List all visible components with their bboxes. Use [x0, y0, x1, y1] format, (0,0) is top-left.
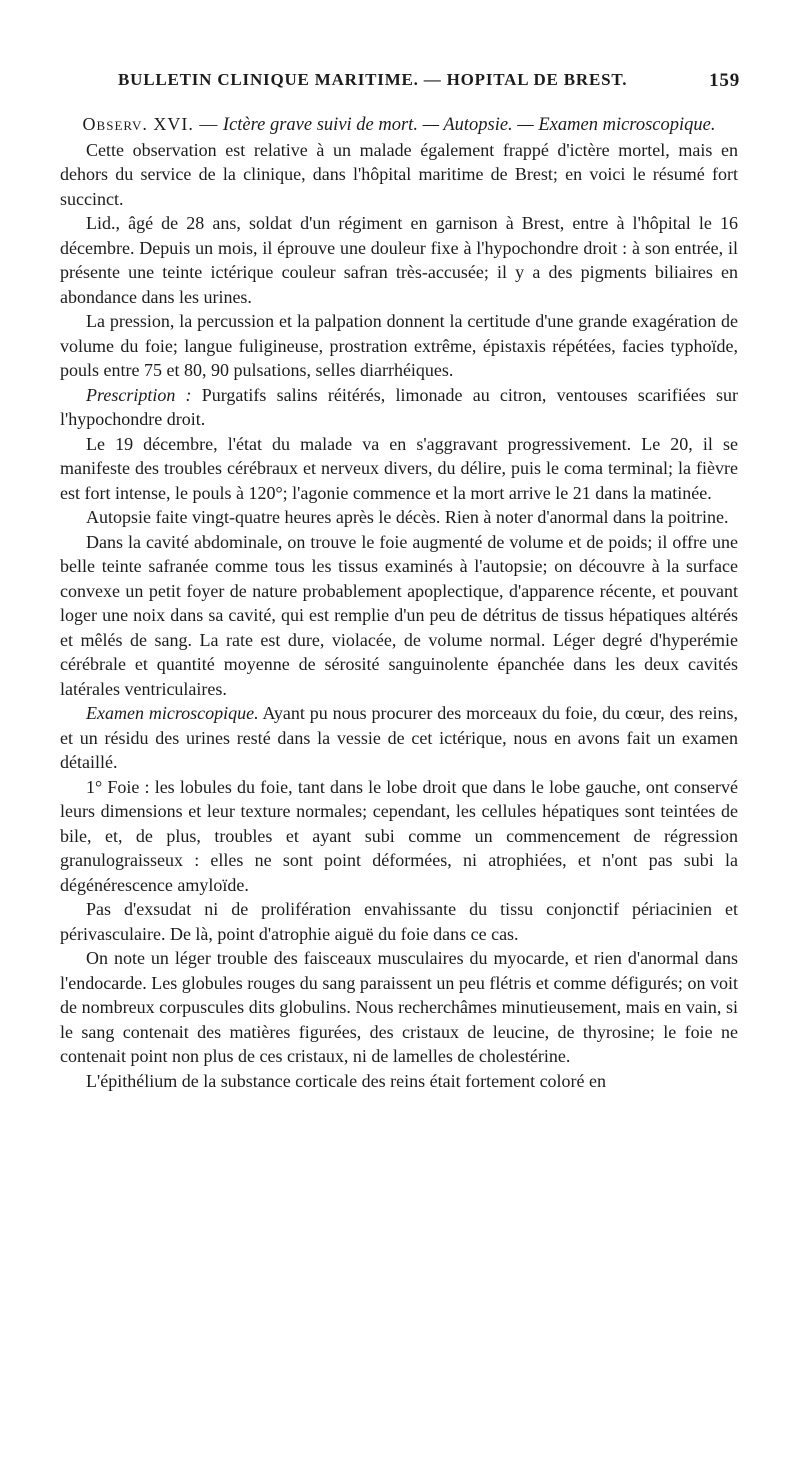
paragraph	[60, 383, 738, 432]
running-header	[118, 64, 740, 92]
paragraph-text: Le 19 décembre, l'état du malade va en s'aggravant progressivement. Le 20, il se manifeste des troubles cérébraux et nerveux divers, du délire, puis le coma terminal; la fièvre est fort intense, le pouls à 120°; l'agonie commence et la mort arrive le 21 dans la matinée.	[60, 433, 738, 503]
paragraph	[60, 138, 738, 212]
paragraph	[60, 530, 738, 702]
paragraph-text: Autopsie faite vingt-quatre heures après le décès. Rien à noter d'anormal dans la poitrine.	[86, 507, 729, 527]
observation-title-text: Ictère grave suivi de mort. — Autopsie. — Examen microscopique.	[222, 115, 716, 135]
paragraph-text: Dans la cavité abdominale, on trouve le foie augmenté de volume et de poids; il offre une belle teinte safranée comme tous les tissus examinés à l'autopsie; on découvre à la surface convexe un petit foyer de nature probablement apoplectique, d'apparence récente, et pouvant loger une noix dans sa cavité, qui est remplie d'un peu de détritus de tissus hépatiques altérés et mêlés de sang. La rate est dure, violacée, de volume normal. Léger degré d'hyperémie cérébrale et quantité moyenne de sérosité sanguinolente épanchée dans les deux cavités latérales ventriculaires.	[60, 531, 738, 699]
paragraph-text: 1° Foie : les lobules du foie, tant dans le lobe droit que dans le lobe gauche, ont conservé leurs dimensions et leur texture normales; cependant, les cellules hépatiques sont teintées de bile, et, de plus, troubles et ayant subi comme un commencement de régression granulograisseux : elles ne sont point déformées, ni atrophiées, et n'ont pas subi la dégénérescence amyloïde.	[60, 776, 738, 895]
paragraph-text: Pas d'exsudat ni de prolifération envahissante du tissu conjonctif périacinien et périvasculaire. De là, point d'atrophie aiguë du foie dans ce cas.	[60, 899, 738, 944]
paragraph	[60, 1069, 738, 1094]
paragraph	[60, 946, 738, 1069]
paragraph-text: Cette observation est relative à un malade également frappé d'ictère mortel, mais en dehors du service de la clinique, dans l'hôpital maritime de Brest; en voici le résumé fort succinct.	[60, 139, 738, 209]
paragraph-text: On note un léger trouble des faisceaux musculaires du myocarde, et rien d'anormal dans l'endocarde. Les globules rouges du sang paraissent un peu flétris et comme défigurés; on voit de nombreux corpuscules dits globulins. Nous recherchâmes minutieusement, mais en vain, si le sang contenait des matières figurées, des cristaux de leucine, de thyrosine; le foie ne contenait point non plus de ces cristaux, ni de lamelles de cholestérine.	[60, 948, 738, 1066]
paragraph-text: Purgatifs salins réitérés, limonade au citron, ventouses scarifiées sur l'hypochondre droit.	[60, 384, 738, 429]
observation-label: Observ. XVI. —	[82, 114, 219, 134]
paragraph	[60, 701, 738, 775]
page-number: 159	[709, 70, 740, 91]
paragraph-lead: Prescription :	[86, 384, 192, 405]
paragraph	[60, 309, 738, 383]
paragraph	[60, 897, 738, 946]
paragraph	[60, 211, 738, 309]
observation-title	[60, 112, 738, 138]
paragraph	[60, 775, 738, 898]
paragraph-text: La pression, la percussion et la palpation donnent la certitude d'une grande exagération de volume du foie; langue fuligineuse, prostration extrême, épistaxis répétées, facies typhoïde, pouls entre 75 et 80, 90 pulsations, selles diarrhéiques.	[60, 311, 738, 380]
paragraph-text: Lid., âgé de 28 ans, soldat d'un régiment en garnison à Brest, entre à l'hôpital le 16 décembre. Depuis un mois, il éprouve une douleur fixe à l'hypochondre droit : à son entrée, il présente une teinte ictérique couleur safran très-accusée; il y a des pigments biliaires en abondance dans les urines.	[60, 213, 738, 307]
body-text	[60, 112, 738, 1093]
paragraph	[60, 432, 738, 506]
running-title: BULLETIN CLINIQUE MARITIME. — HOPITAL DE BREST.	[118, 70, 628, 89]
paragraph	[60, 505, 738, 530]
paragraph-lead: Examen microscopique.	[86, 703, 259, 723]
paragraph-text: L'épithélium de la substance corticale des reins était fortement coloré en	[86, 1070, 607, 1091]
paragraph-text: Ayant pu nous procurer des morceaux du foie, du cœur, des reins, et un résidu des urines resté dans la vessie de cet ictérique, nous en avons fait un examen détaillé.	[60, 703, 738, 772]
